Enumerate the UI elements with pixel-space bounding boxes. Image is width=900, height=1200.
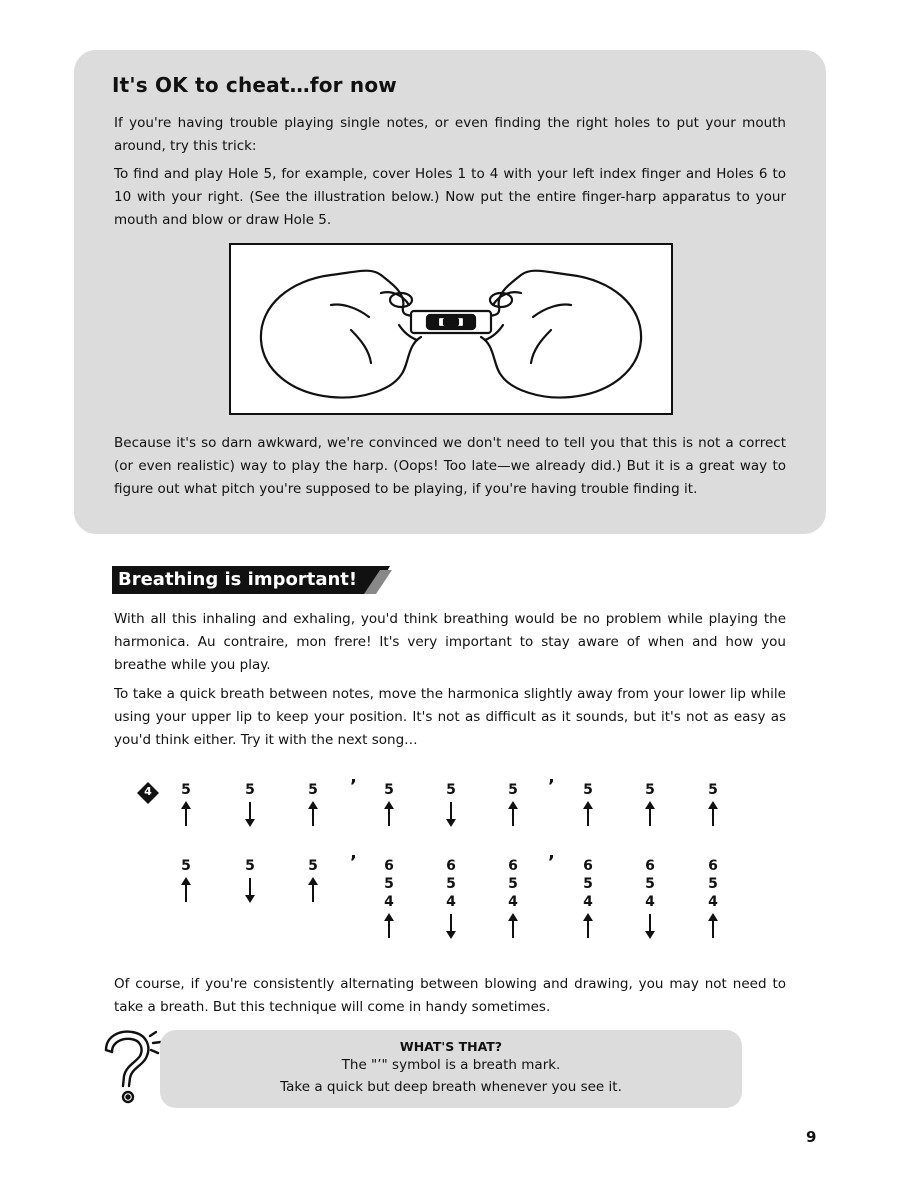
tab-note-hole: 5 [645, 782, 655, 798]
blow-arrow-icon [379, 800, 399, 828]
tab-note-hole: 5 [308, 858, 318, 874]
tab-note-hole: 6 [508, 858, 518, 874]
blow-arrow-icon [379, 912, 399, 940]
tab-note-hole: 5 [583, 876, 593, 892]
breath-mark: ’ [548, 776, 555, 797]
section-paragraph-2: To take a quick breath between notes, move the harmonica slightly away from your lower lip while using your upper lip to keep your position. It's not as difficult as it sounds, but it's not as easy as you'd think either. Try it with the next song… [114, 686, 786, 748]
blow-arrow-icon [703, 800, 723, 828]
blow-arrow-icon [176, 876, 196, 904]
blow-arrow-icon [640, 800, 660, 828]
tab-note-hole: 5 [708, 782, 718, 798]
draw-arrow-icon [441, 800, 461, 828]
breath-mark: ’ [350, 776, 357, 797]
tab-note-hole: 4 [708, 894, 718, 910]
tab-note-hole: 6 [583, 858, 593, 874]
tab-note-hole: 4 [384, 894, 394, 910]
blow-arrow-icon [176, 800, 196, 828]
tab-note-hole: 5 [645, 876, 655, 892]
tab-note-hole: 5 [583, 782, 593, 798]
section-heading-text: Breathing is important! [118, 569, 358, 590]
tab-note-hole: 5 [181, 782, 191, 798]
tab-note-hole: 5 [181, 858, 191, 874]
tab-note-hole: 5 [508, 876, 518, 892]
track-number-badge [137, 782, 159, 804]
blow-arrow-icon [503, 912, 523, 940]
tab-note-hole: 5 [508, 782, 518, 798]
tab-note-hole: 5 [384, 876, 394, 892]
tab-note-hole: 4 [508, 894, 518, 910]
tab-note-hole: 5 [308, 782, 318, 798]
draw-arrow-icon [441, 912, 461, 940]
tip-paragraph-1: If you're having trouble playing single notes, or even finding the right holes to put your mouth around, try this trick: [114, 115, 786, 154]
whats-that-line-2: Take a quick but deep breath whenever you see it. [280, 1079, 622, 1095]
tab-note-hole: 4 [583, 894, 593, 910]
hands-harmonica-illustration [229, 243, 673, 415]
section-paragraph-3: Of course, if you're consistently alternating between blowing and drawing, you may not need to take a breath. But this technique will come in handy sometimes. [114, 976, 786, 1015]
breath-mark: ’ [548, 852, 555, 873]
draw-arrow-icon [240, 876, 260, 904]
track-number: 4 [144, 785, 152, 798]
blow-arrow-icon [578, 800, 598, 828]
tab-note-hole: 4 [645, 894, 655, 910]
draw-arrow-icon [240, 800, 260, 828]
tab-note-hole: 5 [384, 782, 394, 798]
question-mark-icon [98, 1028, 164, 1108]
tab-note-hole: 6 [645, 858, 655, 874]
breath-mark: ’ [350, 852, 357, 873]
tab-note-hole: 4 [446, 894, 456, 910]
whats-that-title: WHAT'S THAT? [399, 1039, 503, 1054]
tab-note-hole: 6 [708, 858, 718, 874]
whats-that-box [160, 1030, 742, 1108]
blow-arrow-icon [303, 800, 323, 828]
tip-paragraph-2: To find and play Hole 5, for example, cover Holes 1 to 4 with your left index finger and Holes 6 to 10 with your right. (See the illustration below.) Now put the entire finger-harp apparatus to your mouth and blow or draw Hole 5. [114, 166, 786, 228]
tip-paragraph-3: Because it's so darn awkward, we're convinced we don't need to tell you that this is not a correct (or even realistic) way to play the harp. (Oops! Too late—we already did.) But it is a great way to figure out what pitch you're supposed to be playing, if you're having trouble finding it. [114, 435, 786, 497]
tab-note-hole: 5 [245, 782, 255, 798]
page-number: 9 [806, 1128, 817, 1146]
section-paragraph-1: With all this inhaling and exhaling, you'd think breathing would be no problem while playing the harmonica. Au contraire, mon frere! It's very important to stay aware of when and how you breathe while you play. [114, 611, 786, 673]
tab-note-hole: 6 [384, 858, 394, 874]
tab-note-hole: 5 [245, 858, 255, 874]
tab-note-hole: 5 [446, 782, 456, 798]
tab-note-hole: 5 [446, 876, 456, 892]
blow-arrow-icon [578, 912, 598, 940]
tip-title: It's OK to cheat…for now [112, 73, 397, 97]
tab-note-hole: 5 [708, 876, 718, 892]
draw-arrow-icon [640, 912, 660, 940]
section-heading [112, 566, 392, 594]
blow-arrow-icon [703, 912, 723, 940]
whats-that-line-1: The "’" symbol is a breath mark. [341, 1057, 561, 1073]
tab-note-hole: 6 [446, 858, 456, 874]
blow-arrow-icon [303, 876, 323, 904]
blow-arrow-icon [503, 800, 523, 828]
